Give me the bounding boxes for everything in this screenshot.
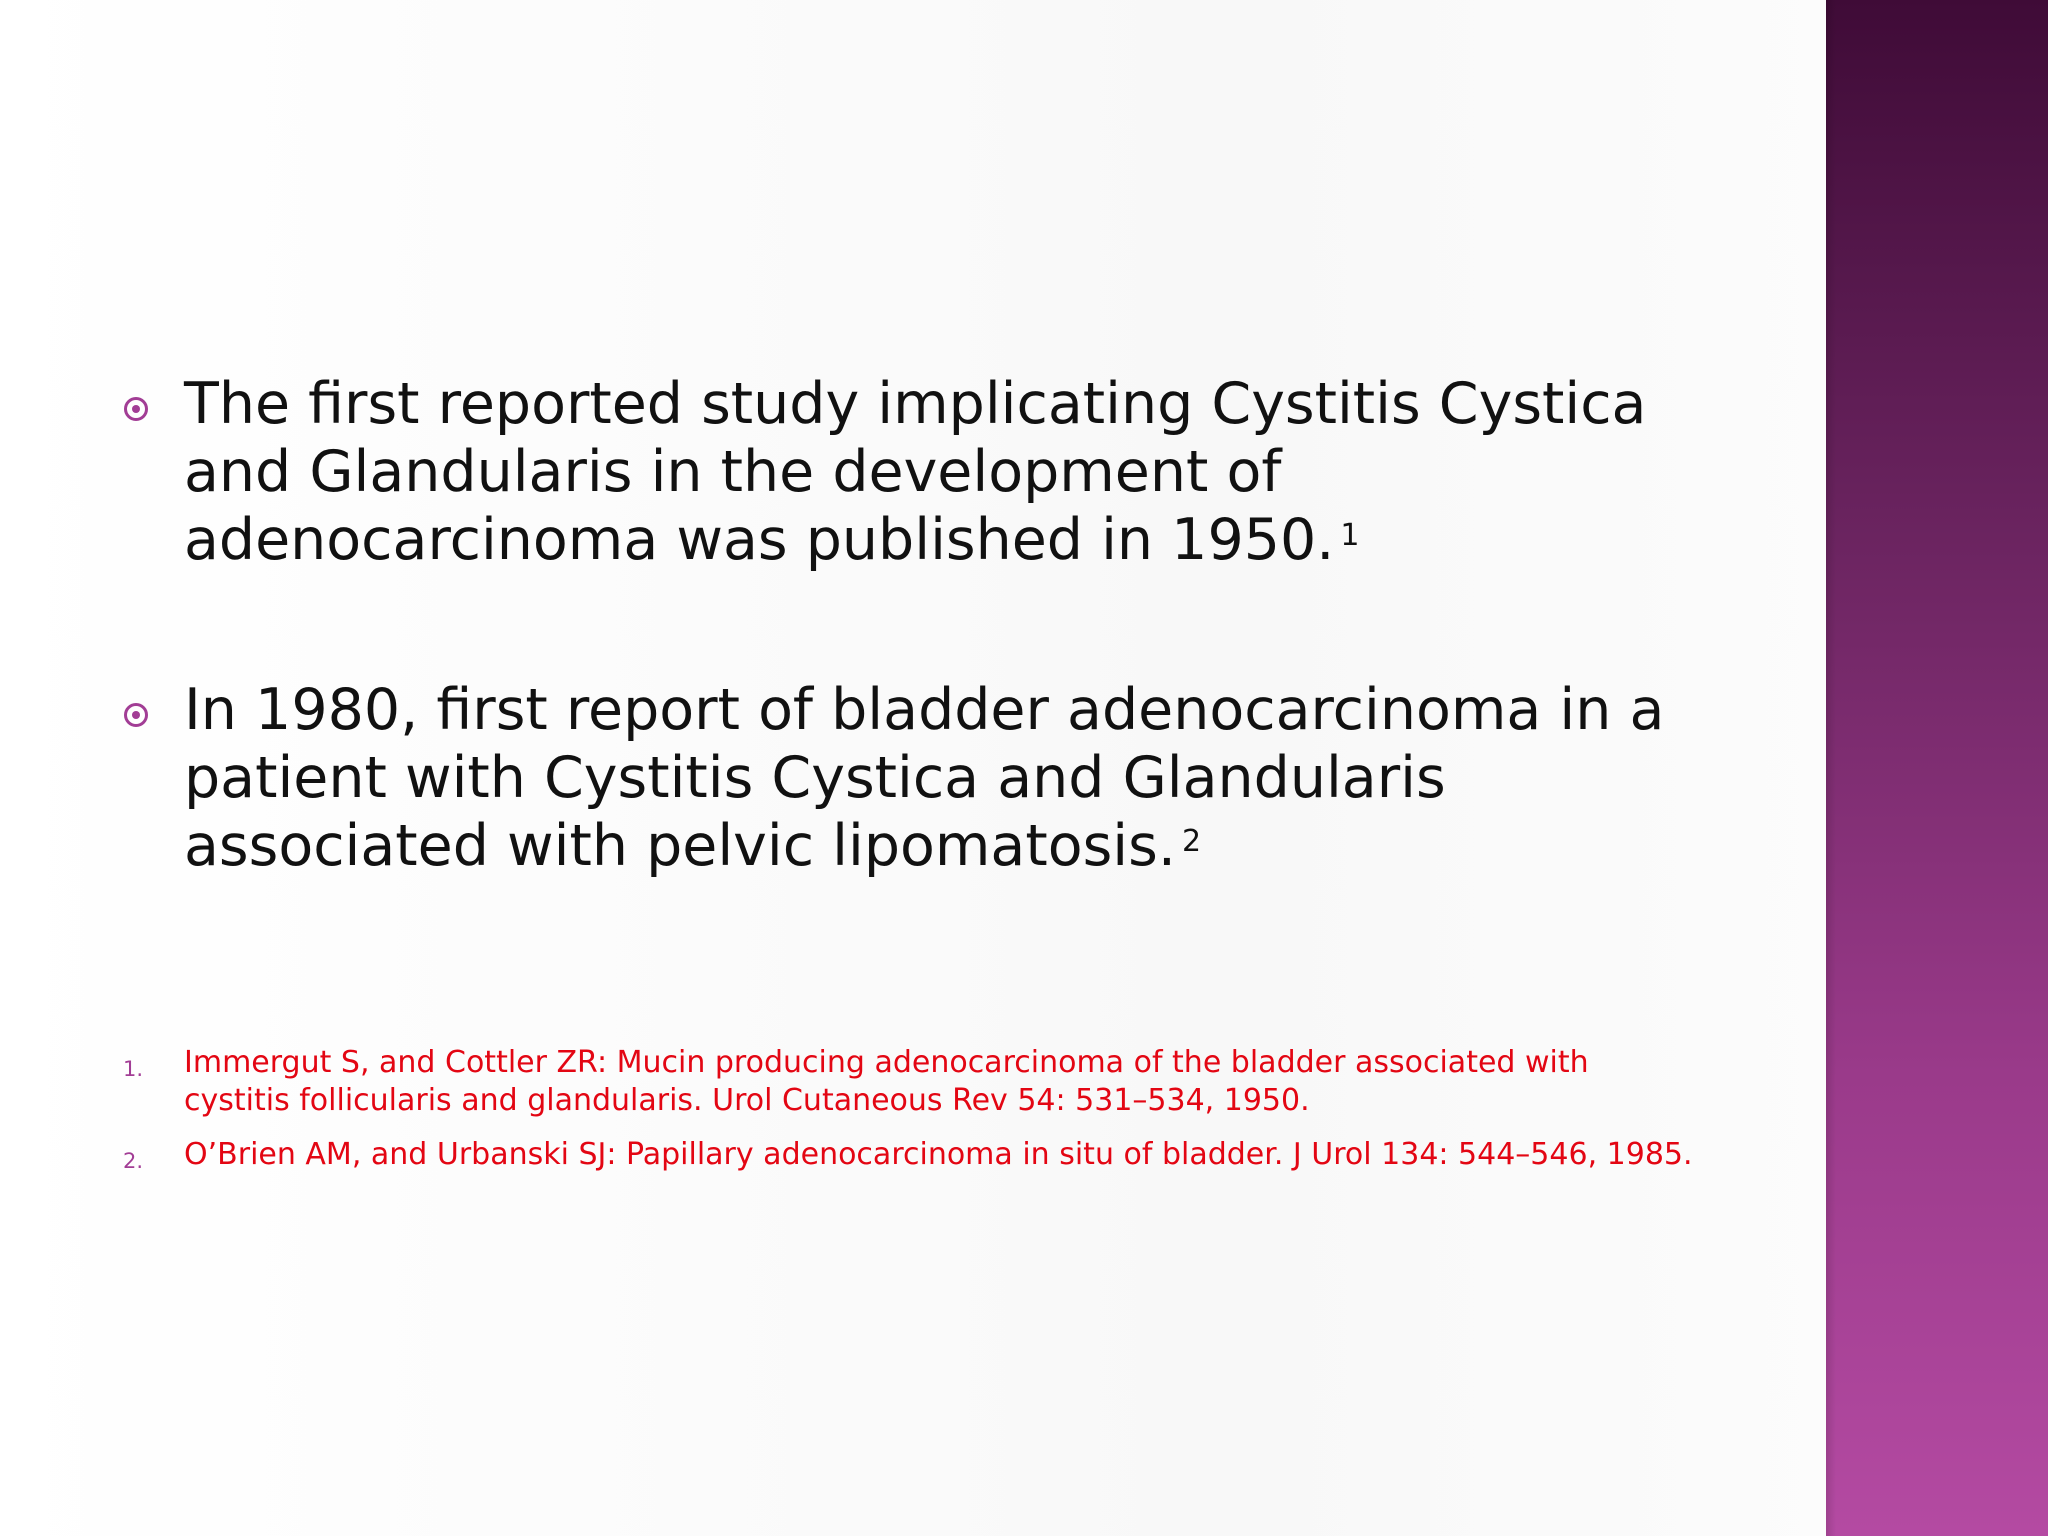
- reference-number: 2.: [123, 1149, 144, 1173]
- bullet-item: [120, 370, 1680, 574]
- decorative-sidebar: [1826, 0, 2048, 1536]
- bullet-text: In 1980, first report of bladder adenocarcinoma in a patient with Cystitis Cystica and Glandularis associated with pelvic lipomatosis.: [184, 677, 1665, 879]
- bullet-list: [120, 370, 1680, 982]
- bullet-text: The first reported study implicating Cystitis Cystica and Glandularis in the development of adenocarcinoma was published in 1950.: [184, 371, 1647, 573]
- reference-text: Immergut S, and Cottler ZR: Mucin producing adenocarcinoma of the bladder associated with cystitis follicularis and glandularis. Urol Cutaneous Rev 54: 531–534, 1950.: [184, 1045, 1589, 1118]
- reference-list: [120, 1044, 1700, 1190]
- footnote-marker: 2: [1181, 824, 1202, 859]
- reference-number: 1.: [123, 1057, 144, 1081]
- circle-bullet-icon: [124, 703, 148, 727]
- footnote-marker: 1: [1340, 518, 1360, 553]
- reference-item: [120, 1136, 1700, 1174]
- circle-bullet-icon: [124, 397, 148, 421]
- reference-text: O’Brien AM, and Urbanski SJ: Papillary adenocarcinoma in situ of bladder. J Urol 134: 544–546, 1985.: [184, 1137, 1693, 1172]
- reference-item: [120, 1044, 1700, 1120]
- bullet-item: [120, 676, 1680, 880]
